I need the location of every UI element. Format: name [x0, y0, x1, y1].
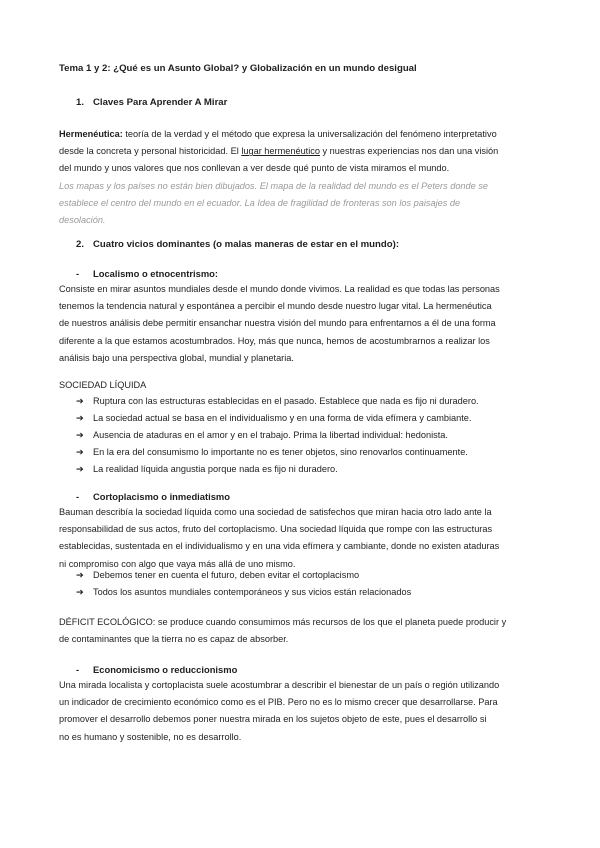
localismo-title: Localismo o etnocentrismo:: [93, 268, 219, 279]
economicismo-paragraph: [59, 677, 545, 746]
deficit-line: de contaminantes que la tierra no es capaz de absorber.: [59, 634, 289, 645]
list-item: ➔ Ausencia de ataduras en el amor y en el trabajo. Prima la libertad individual: hedonista.: [76, 430, 448, 440]
list-item: ➔ En la era del consumismo lo importante no es tener objetos, sino renovarlos continuamente.: [76, 447, 468, 457]
dash-bullet: -: [76, 664, 80, 675]
list-item: ➔ Debemos tener en cuenta el futuro, deben evitar el cortoplacismo: [76, 570, 360, 580]
dash-bullet: -: [76, 268, 80, 279]
localismo-line: tenemos la tendencia natural y espontánea a percibir el mundo desde nuestro lugar vital. La hermenéutica: [59, 301, 492, 312]
economicismo-title: Economicismo o reduccionismo: [93, 664, 238, 675]
localismo-line: análisis bajo una perspectiva global, mundial y planetaria.: [59, 352, 294, 363]
dash-bullet: -: [76, 491, 80, 502]
deficit-line: DÉFICIT ECOLÓGICO: se produce cuando consumimos más recursos de los que el planeta puede producir y: [59, 617, 507, 627]
arrow-icon: ➔: [76, 396, 84, 406]
localismo-line: diferente a la que estamos acostumbrados. Hoy, más que nunca, hemos de acostumbrarnos a realizar los: [59, 335, 490, 346]
cortoplacismo-line: Bauman describía la sociedad líquida como una sociedad de satisfechos que miran hacia otro lado ante la: [59, 507, 492, 517]
maps-note-line-2: establece el centro del mundo en el ecuador. La Idea de fragilidad de fronteras son los paisajes de: [59, 197, 461, 208]
hermeneutica-line-3: del mundo y unos valores que nos conllevan a ver desde qué punto de vista miramos el mundo.: [59, 163, 450, 174]
list-item: ➔ La realidad líquida angustia porque nada es fijo ni duradero.: [76, 464, 338, 474]
localismo-heading: [76, 268, 218, 279]
hermeneutica-line-2a: desde la concreta y personal historicidad. El: [59, 146, 242, 157]
economicismo-heading: [76, 664, 237, 675]
list-item: ➔ Todos los asuntos mundiales contemporáneos y sus vicios están relacionados: [76, 587, 412, 597]
economicismo-line: Una mirada localista y cortoplacista suele acostumbrar a describir el bienestar de un país o región utilizando: [59, 680, 500, 690]
section-1-number: 1.: [76, 97, 85, 108]
maps-note-line-1: Los mapas y los países no están bien dibujados. El mapa de la realidad del mundo es el Peters donde se: [59, 180, 489, 191]
section-2-title: Cuatro vicios dominantes (o malas maneras de estar en el mundo):: [93, 239, 400, 250]
arrow-icon: ➔: [76, 464, 84, 474]
cortoplacismo-paragraph: [59, 504, 545, 573]
arrow-icon: ➔: [76, 447, 84, 457]
section-1-heading: [76, 97, 227, 108]
hermeneutica-line-1: teoría de la verdad y el método que expresa la universalización del fenómeno interpretativo: [122, 129, 497, 139]
deficit-ecologico-paragraph: [59, 614, 545, 648]
list-item: ➔ La sociedad actual se basa en el individualismo y en una forma de vida efímera y cambiante.: [76, 413, 472, 423]
arrow-icon: ➔: [76, 570, 84, 580]
lugar-hermeneutico-link: lugar hermenéutico: [241, 146, 320, 157]
section-2-number: 2.: [76, 239, 85, 250]
hermeneutica-paragraph: [59, 126, 545, 229]
cortoplacismo-title: Cortoplacismo o inmediatismo: [93, 491, 230, 502]
cortoplacismo-line: ni compromiso con algo que vaya más allá de uno mismo.: [59, 558, 296, 569]
economicismo-line: no es humano y sostenible, no es desarrollo.: [59, 731, 242, 742]
section-2-heading: [76, 239, 399, 250]
cortoplacismo-line: responsabilidad de sus actos, fruto del cortoplacismo. Una sociedad líquida que rompe con las estructuras: [59, 524, 493, 535]
arrow-icon: ➔: [76, 587, 84, 597]
section-1-title: Claves Para Aprender A Mirar: [93, 97, 228, 108]
document-title: Tema 1 y 2: ¿Qué es un Asunto Global? y Globalización en un mundo desigual: [59, 63, 417, 74]
list-item: ➔ Ruptura con las estructuras establecidas en el pasado. Establece que nada es fijo ni duradero.: [76, 396, 479, 406]
economicismo-line: un indicador de crecimiento económico como es el PIB. Pero no es lo mismo crecer que desarrollarse. Para: [59, 697, 498, 708]
hermeneutica-line-2b: y nuestras experiencias nos dan una visión: [319, 146, 499, 157]
cortoplacismo-heading: [76, 491, 230, 502]
economicismo-line: promover el desarrollo debemos poner nuestra mirada en los sujetos objeto de este, pues el desarrollo si: [59, 714, 487, 725]
maps-note-line-3: desolación.: [59, 215, 106, 226]
localismo-paragraph: [59, 281, 545, 367]
localismo-line: de nuestros análisis debe permitir ensanchar nuestra visión del mundo para enfrentarnos a él de una forma: [59, 318, 496, 329]
sociedad-liquida-heading: SOCIEDAD LÍQUIDA: [59, 380, 147, 390]
cortoplacismo-line: establecidas, sustentada en el individualismo y en una vida efímera y cambiante, donde no existen ataduras: [59, 541, 500, 552]
arrow-icon: ➔: [76, 413, 84, 423]
localismo-line: Consiste en mirar asuntos mundiales desde el mundo donde vivimos. La realidad es que todas las personas: [59, 284, 500, 294]
hermeneutica-label: Hermenéutica:: [59, 129, 123, 139]
arrow-icon: ➔: [76, 430, 84, 440]
